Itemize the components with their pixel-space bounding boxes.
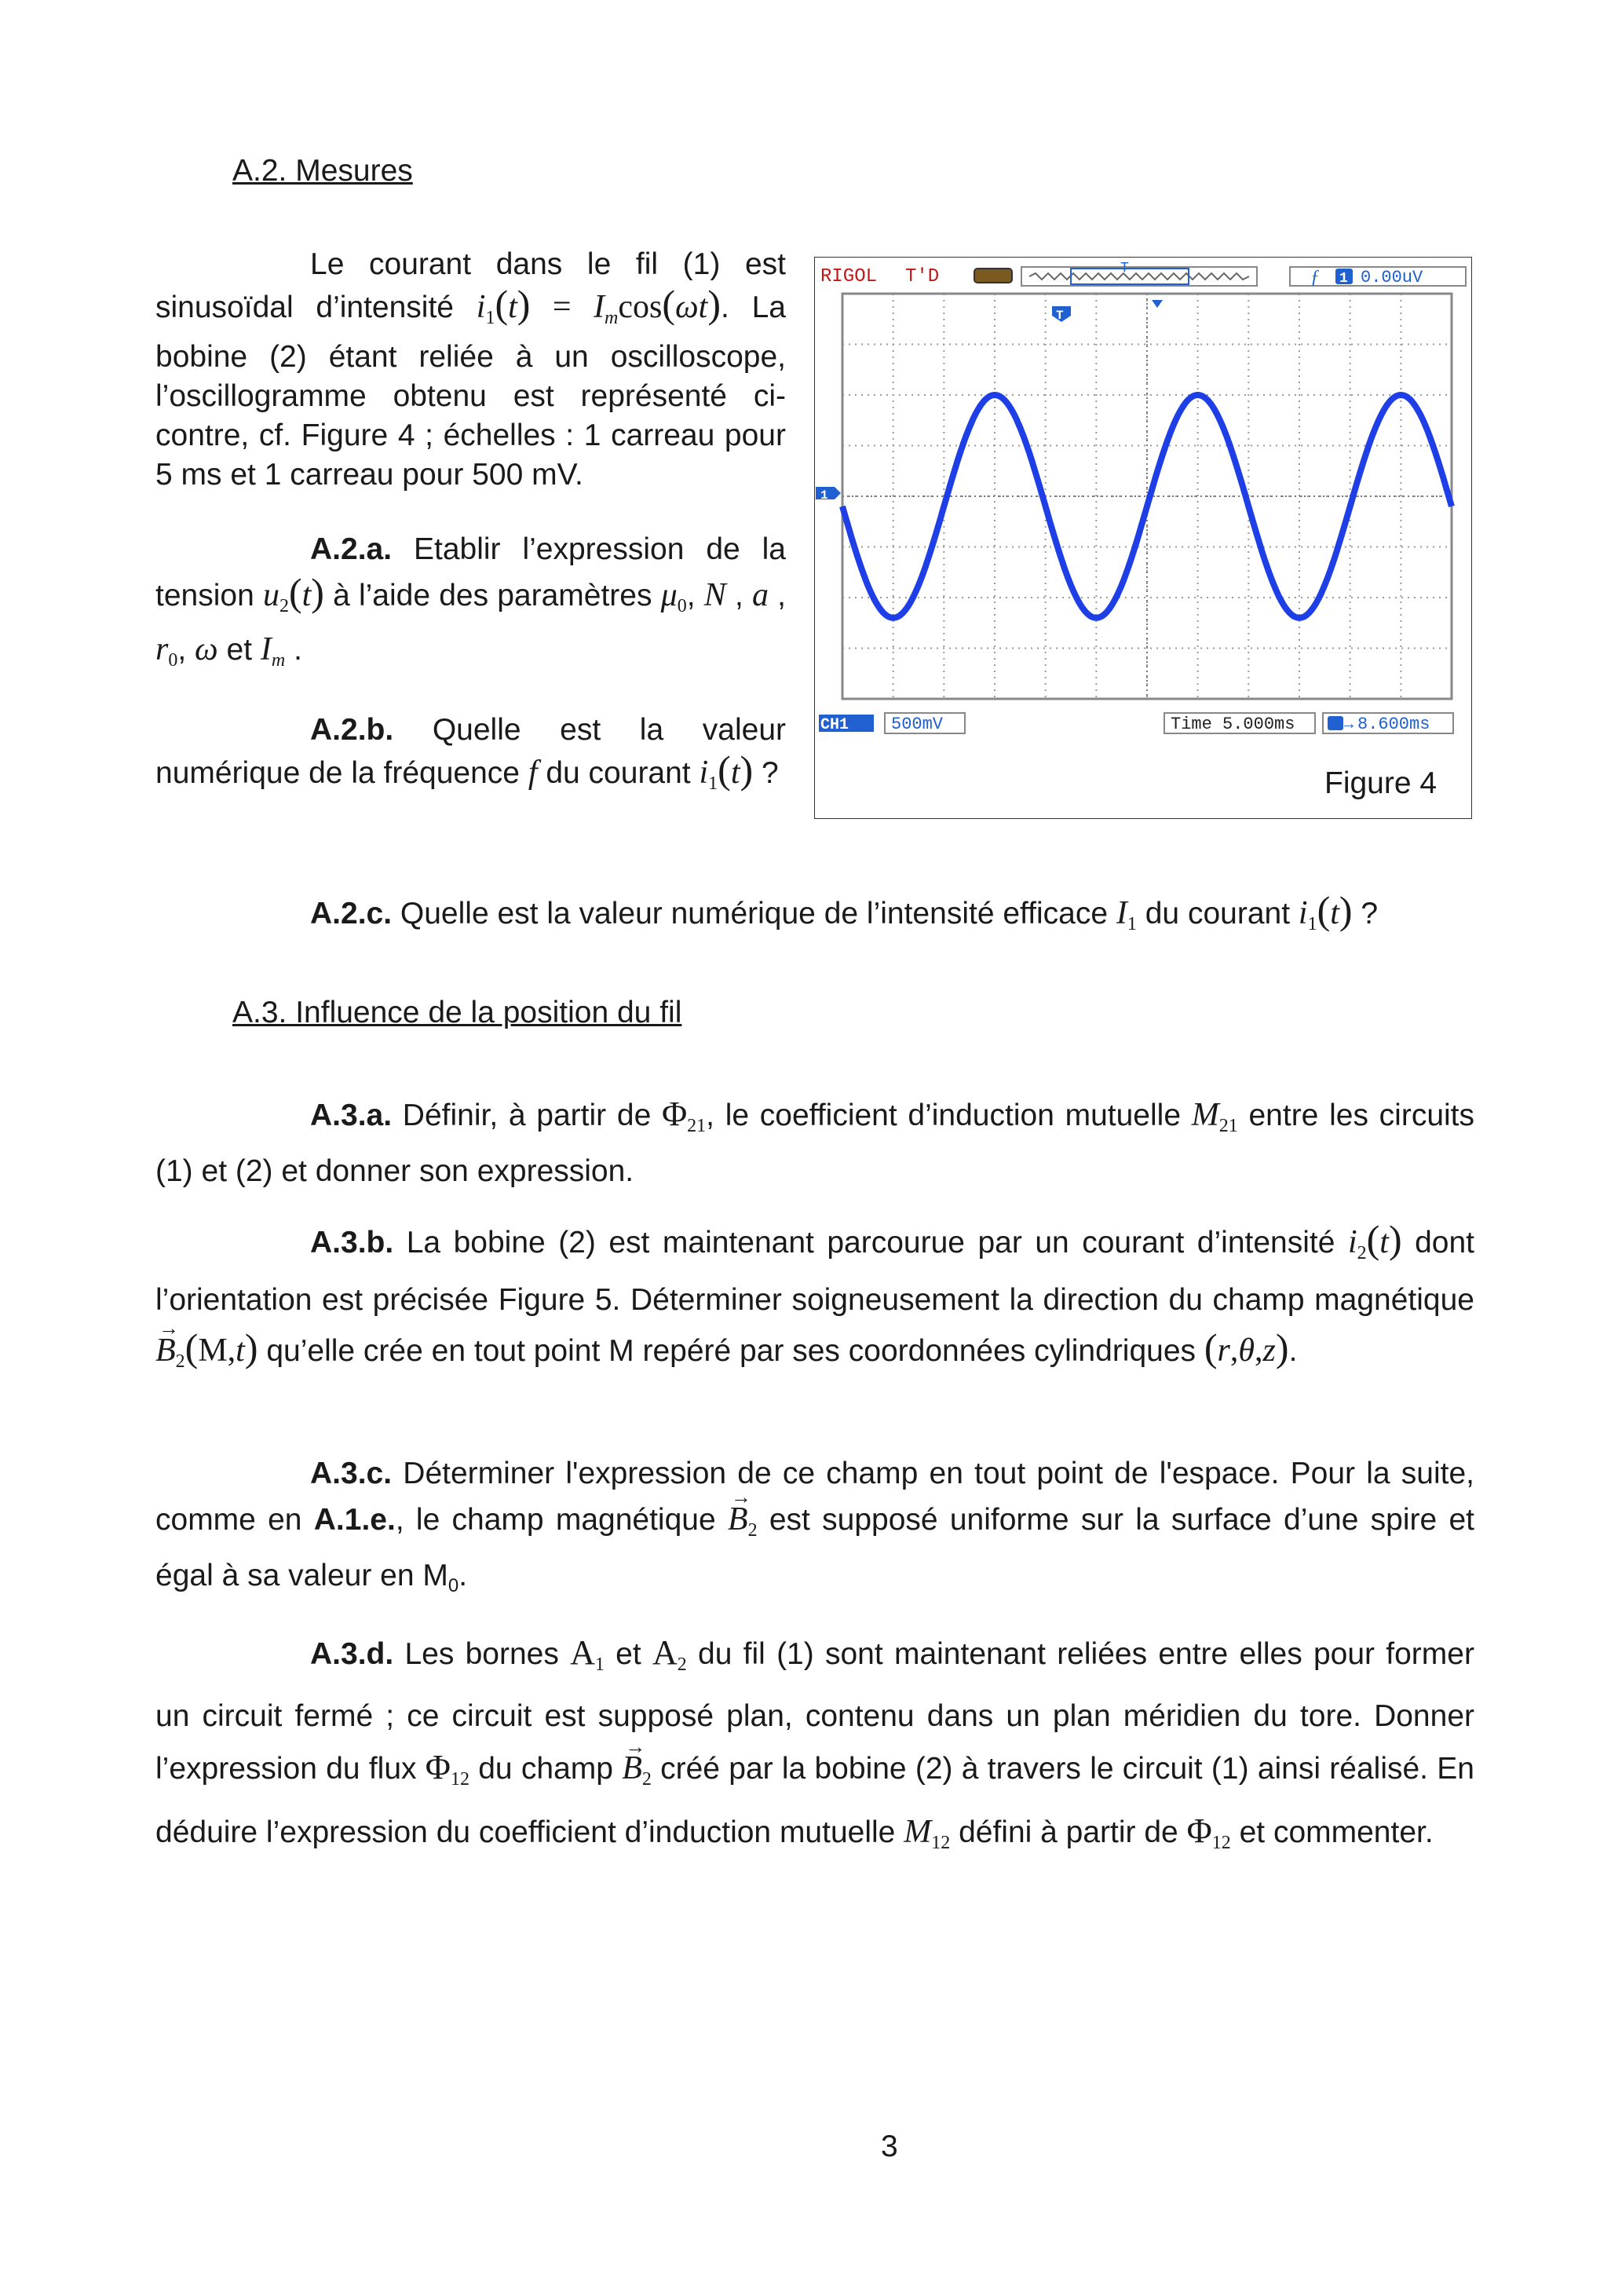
section-heading-a3: A.3. Influence de la position du fil <box>232 996 682 1029</box>
eq-i1: i1 <box>476 289 495 328</box>
question-a2a: A.2.a. Etablir l’expression de la tension u2(t) à l’aide des paramètres μ0, N , a , r0, ω et Im . <box>155 532 786 671</box>
page-number: 3 <box>881 2130 898 2163</box>
timebase-label: Time 5.000ms <box>1171 715 1295 734</box>
trigger-source-badge: 1 <box>1339 271 1348 287</box>
question-a3c: A.3.c. Déterminer l'expression de ce champ en tout point de l'espace. Pour la suite, comme en A.1.e., le champ magnétique → B2 est supposé uniforme sur la surface d’une spire et égal à sa valeur en $M_0$. <box>155 1451 1474 1609</box>
channel-scale: 500mV <box>891 715 944 734</box>
question-a2b: A.2.b. Quelle est la valeur numérique de la fréquence f du courant i1(t) ? <box>155 713 786 794</box>
intro-paragraph: Le courant dans le fil (1) est sinusoïdal d’intensité i1(t) = Imcos(ωt). La bobine (2) étant reliée à un oscilloscope, l’oscillogramme obtenu est représenté ci-contre, cf. Figure 4 ; échelles : 1 carreau pour 5 ms et 1 carreau pour 500 mV. <box>155 247 786 492</box>
trigger-level: 0.00uV <box>1361 268 1423 287</box>
oscilloscope-screenshot <box>816 259 1470 743</box>
memory-bar-icon <box>974 269 1012 283</box>
question-a3b: A.3.b. La bobine (2) est maintenant parcourue par un courant d’intensité i2(t) dont l’orientation est précisée Figure 5. Déterminer soigneusement la direction du champ magnétique → B2(M,t) qu’elle crée en tout point M repéré par ses coordonnées cylindriques (r,θ,z). <box>155 1216 1474 1385</box>
top-trigger-marker: T <box>1120 261 1129 276</box>
trigger-mode: T'D <box>905 266 940 287</box>
svg-text:1: 1 <box>820 488 828 503</box>
trigger-edge-icon: ƒ <box>1310 267 1320 287</box>
section-heading-a2: A.2. Mesures <box>232 154 413 188</box>
offset-arrow-icon: → <box>1344 716 1354 734</box>
question-a3a: A.3.a. Définir, à partir de Φ21, le coefficient d’induction mutuelle M21 entre les circuits (1) et (2) et donner son expression. <box>155 1095 1475 1188</box>
question-a2c: A.2.c. Quelle est la valeur numérique de l’intensité efficace I1 du courant i1(t) ? <box>310 888 1379 934</box>
question-a3d: A.3.d. Les bornes A1 et A2 du fil (1) sont maintenant reliées entre elles pour former un circuit fermé ; ce circuit est supposé plan, contenu dans un plan méridien du tore. Donner l’expression du flux Φ12 du champ → B2 créé par la bobine (2) à travers le circuit (1) ainsi réalisé. En déduire l’expression du coefficient d’induction mutuelle M12 défini à partir de Φ12 et commenter. <box>155 1627 1474 1869</box>
brand-label: RIGOL <box>820 266 878 287</box>
channel-label: CH1 <box>820 716 849 734</box>
horizontal-offset: 8.600ms <box>1357 715 1430 734</box>
figure-caption: Figure 4 <box>1324 766 1438 800</box>
svg-text:T: T <box>1056 309 1064 323</box>
